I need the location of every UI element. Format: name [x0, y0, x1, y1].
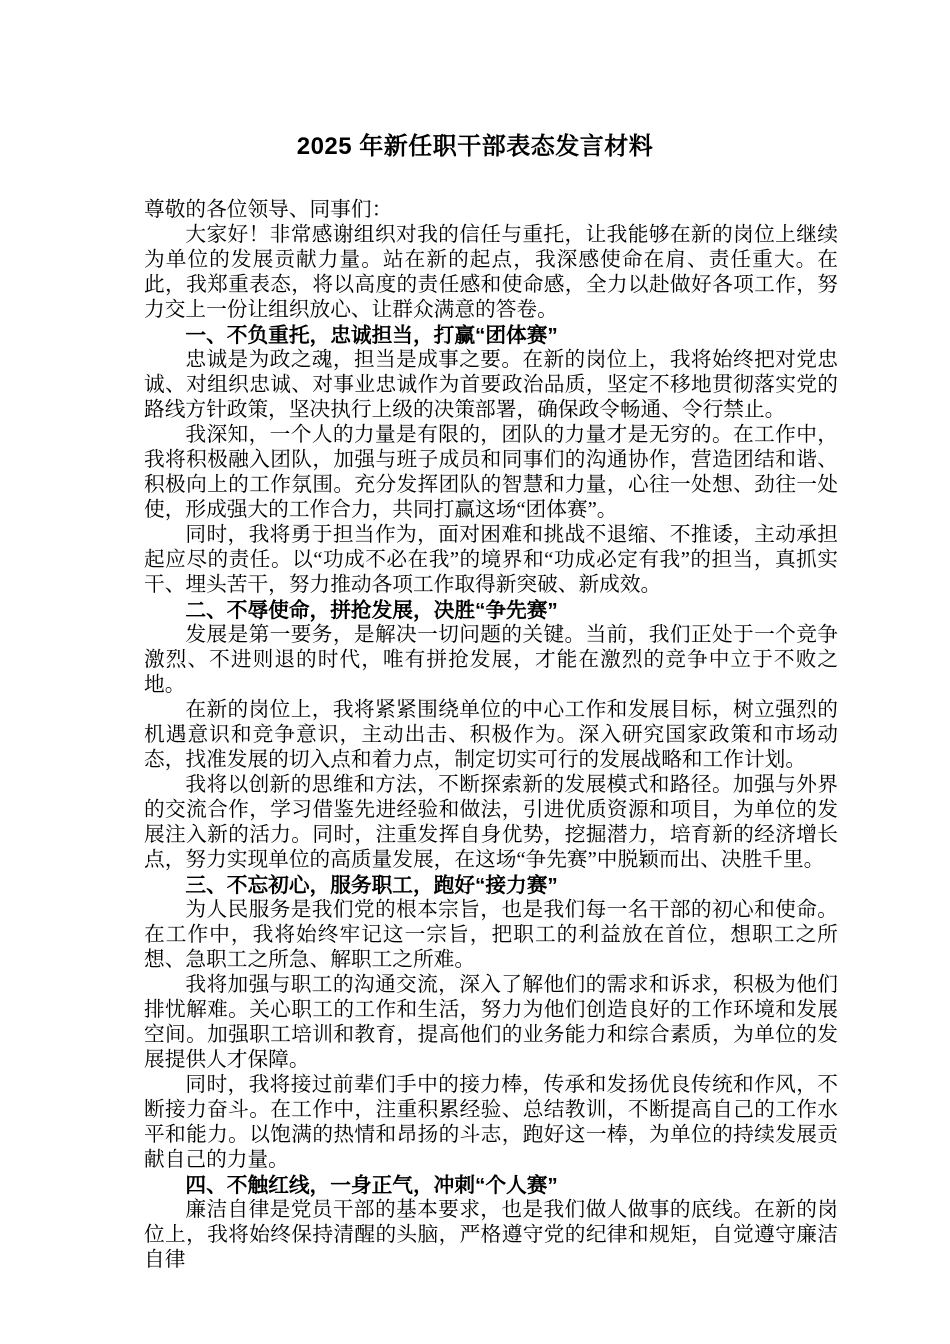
paragraph: 我深知，一个人的力量是有限的，团队的力量才是无穷的。在工作中，我将积极融入团队，加强与班子成员和同事们的沟通协作，营造团结和谐、积极向上的工作氛围。充分发挥团队的智慧和力量，心往一处想、劲往一处使，形成强大的工作合力，共同打赢这场“团体赛”。 — [144, 424, 838, 521]
paragraph: 我将以创新的思维和方法，不断探索新的发展模式和路径。加强与外界的交流合作，学习借鉴先进经验和做法，引进优质资源和项目，为单位的发展注入新的活力。同时，注重发挥自身优势，挖掘潜力，培育新的经济增长点，努力实现单位的高质量发展，在这场“争先赛”中脱颖而出、决胜千里。 — [144, 774, 838, 871]
paragraph: 为人民服务是我们党的根本宗旨，也是我们每一名干部的初心和使命。在工作中，我将始终牢记这一宗旨，把职工的利益放在首位，想职工之所想、急职工之所急、解职工之所难。 — [144, 899, 838, 971]
section-heading-3: 三、不忘初心，服务职工，跑好“接力赛” — [185, 874, 558, 897]
paragraph: 我将加强与职工的沟通交流，深入了解他们的需求和诉求，积极为他们排忧解难。关心职工的工作和生活，努力为他们创造良好的工作环境和发展空间。加强职工培训和教育，提高他们的业务能力和综合素质，为单位的发展提供人才保障。 — [144, 974, 838, 1071]
section-heading-4: 四、不触红线，一身正气，冲刺“个人赛” — [185, 1174, 558, 1197]
document-title: 2025 年新任职干部表态发言材料 — [296, 133, 654, 160]
opening-paragraph: 大家好！非常感谢组织对我的信任与重托，让我能够在新的岗位上继续为单位的发展贡献力量。站在新的起点，我深感使命在肩、责任重大。在此，我郑重表态，将以高度的责任感和使命感，全力以赴做好各项工作，努力交上一份让组织放心、让群众满意的答卷。 — [144, 224, 838, 321]
closing-paragraph-truncated: 廉洁自律是党员干部的基本要求，也是我们做人做事的底线。在新的岗位上，我将始终保持清醒的头脑，严格遵守党的纪律和规矩，自觉遵守廉洁自律 — [144, 1199, 838, 1271]
section-heading-1: 一、不负重托，忠诚担当，打赢“团体赛” — [185, 324, 558, 347]
paragraph: 同时，我将接过前辈们手中的接力棒，传承和发扬优良传统和作风，不断接力奋斗。在工作中，注重积累经验、总结教训，不断提高自己的工作水平和能力。以饱满的热情和昂扬的斗志，跑好这一棒，为单位的持续发展贡献自己的力量。 — [144, 1074, 838, 1171]
paragraph: 发展是第一要务，是解决一切问题的关键。当前，我们正处于一个竞争激烈、不进则退的时代，唯有拼抢发展，才能在激烈的竞争中立于不败之地。 — [144, 624, 838, 696]
paragraph: 忠诚是为政之魂，担当是成事之要。在新的岗位上，我将始终把对党忠诚、对组织忠诚、对事业忠诚作为首要政治品质，坚定不移地贯彻落实党的路线方针政策，坚决执行上级的决策部署，确保政令畅通、令行禁止。 — [144, 349, 838, 421]
paragraph: 同时，我将勇于担当作为，面对困难和挑战不退缩、不推诿，主动承担起应尽的责任。以“功成不必在我”的境界和“功成必定有我”的担当，真抓实干、埋头苦干，努力推动各项工作取得新突破、新成效。 — [144, 524, 838, 596]
paragraph: 在新的岗位上，我将紧紧围绕单位的中心工作和发展目标，树立强烈的机遇意识和竞争意识，主动出击、积极作为。深入研究国家政策和市场动态，找准发展的切入点和着力点，制定切实可行的发展战略和工作计划。 — [144, 699, 838, 771]
document-body — [144, 198, 838, 1273]
section-heading-2: 二、不辱使命，拼抢发展，决胜“争先赛” — [185, 599, 558, 622]
salutation: 尊敬的各位领导、同事们： — [144, 199, 393, 221]
